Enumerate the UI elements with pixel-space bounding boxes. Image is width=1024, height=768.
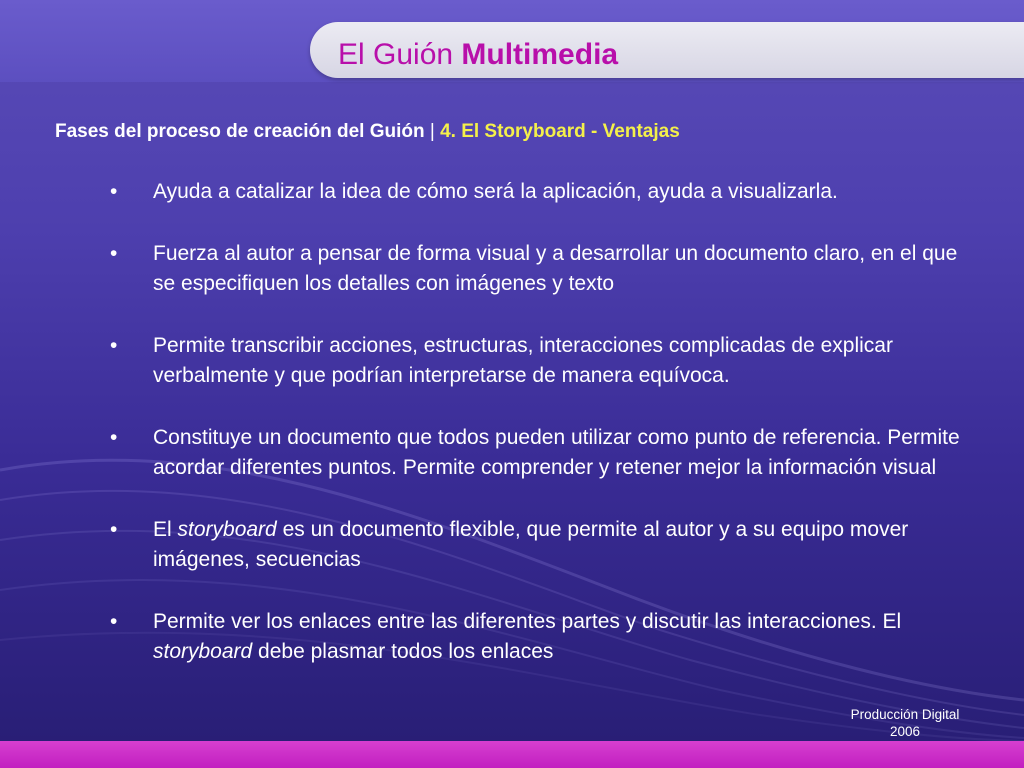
footer-line-2: 2006 <box>889 724 921 739</box>
section-subtitle <box>55 120 680 144</box>
bullet-item <box>110 177 970 208</box>
bullet-dot-icon: • <box>110 517 118 541</box>
bullet-dot-icon: • <box>110 241 118 265</box>
bullet-text: Constituye un documento que todos pueden utilizar como punto de referencia. Permite acordar diferentes puntos. Permite comprender y retener mejor la información visual <box>153 425 960 479</box>
bullet-dot-icon: • <box>110 425 118 449</box>
bullet-item <box>110 515 970 576</box>
subtitle-main: Fases del proceso de creación del Guión <box>55 121 425 142</box>
bullet-item <box>110 331 970 392</box>
bullet-item <box>110 607 970 668</box>
bullet-text-before: El <box>153 517 178 541</box>
bullet-text: Fuerza al autor a pensar de forma visual y a desarrollar un documento claro, en el que se especifiquen los detalles con imágenes y texto <box>153 241 958 295</box>
bullet-dot-icon: • <box>110 333 118 357</box>
footer-credit <box>832 706 978 740</box>
bullet-list <box>110 177 970 668</box>
bullet-item <box>110 239 970 300</box>
bullet-text-before: Permite ver los enlaces entre las diferentes partes y discutir las interacciones. El <box>153 609 902 633</box>
bullet-text-after: es un documento flexible, que permite al autor y a su equipo mover imágenes, secuencias <box>153 517 909 571</box>
footer-line-1: Producción Digital <box>850 707 960 722</box>
title-regular-text: El Guión <box>338 38 462 71</box>
slide-title <box>338 38 618 72</box>
bottom-strip <box>0 741 1024 768</box>
bullet-item <box>110 423 970 484</box>
title-bold-text: Multimedia <box>461 38 619 71</box>
bullet-text <box>153 518 908 572</box>
bullet-text-italic: storyboard <box>153 640 253 663</box>
bullet-dot-icon: • <box>110 180 118 203</box>
bullet-text-after: debe plasmar todos los enlaces <box>252 640 554 663</box>
bullet-text <box>153 610 901 664</box>
subtitle-accent: 4. El Storyboard - Ventajas <box>440 121 680 142</box>
bullet-dot-icon: • <box>110 609 118 633</box>
subtitle-separator: | <box>429 121 435 142</box>
bullet-text: Ayuda a catalizar la idea de cómo será la aplicación, ayuda a visualizarla. <box>153 180 838 203</box>
bullet-text-italic: storyboard <box>177 517 277 541</box>
bullet-text: Permite transcribir acciones, estructuras, interacciones complicadas de explicar verbalmente y que podrían interpretarse de manera equívoca. <box>153 333 893 387</box>
